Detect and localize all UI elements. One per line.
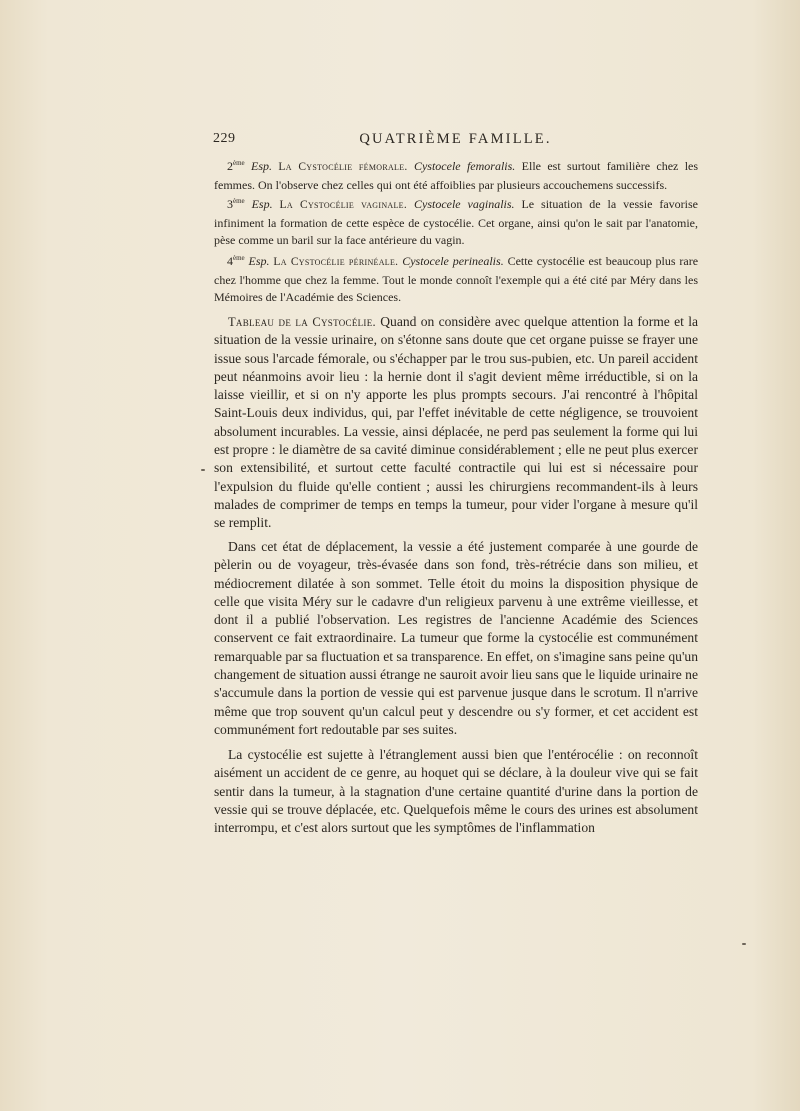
species-entry-perineale (214, 250, 698, 307)
page-header (213, 131, 698, 151)
species-number: 2 (227, 159, 233, 173)
running-title: QUATRIÈME FAMILLE. (359, 131, 552, 147)
species-name: La Cystocélie vaginale. (279, 199, 408, 211)
species-abbr: Esp. (248, 254, 270, 268)
species-entry-femorale (214, 155, 698, 194)
paragraph-text: La cystocélie est sujette à l'étranglement aussi bien que l'entérocélie : on reconnoît aisément un accident de ce genre, au hoquet qui se déclare, à la douleur vive qui se fait sentir dans la tumeur, à la stagnation d'une certaine quantité d'urine dans la portion de vessie qui se trouve déplacée, etc. Quelquefois même le cours des urines est absolument interrompu, et c'est alors surtout que les symptômes de l'inflammation (214, 747, 698, 836)
species-latin: Cystocele perinealis. (402, 254, 504, 268)
species-name: La Cystocélie fémorale. (278, 161, 408, 173)
species-abbr: Esp. (251, 197, 273, 211)
page-number: 229 (213, 131, 236, 146)
margin-mark (201, 469, 205, 471)
species-text: Cette cystocélie est beaucoup plus rare chez l'homme que chez la femme. Tout le monde connoît l'exemple qui a été cité par Méry dans les Mémoires de l'Académie des Sciences. (214, 254, 699, 304)
tableau-paragraph (214, 313, 698, 533)
species-ordinal: ème (233, 254, 245, 262)
species-number: 3 (227, 197, 233, 211)
tableau-heading: Tableau de la Cystocélie. (228, 315, 376, 329)
species-latin: Cystocele vaginalis. (413, 197, 515, 211)
species-text: Elle est surtout familière chez les femmes. On l'observe chez celles qui ont été affoiblies par plusieurs accouchemens successifs. (214, 159, 699, 192)
tableau-text: Quand on considère avec quelque attention la forme et la situation de la vessie urinaire, on s'étonne sans doute que cet organe puisse se frayer une issue sous l'arcade fémorale, ou s'échapper par le trou sus-pubien, etc. Un pareil accident peut néanmoins avoir lieu : la hernie dont il s'agit devient même irréductible, si on la laisse vieillir, et si on n'y apporte les plus prompts secours. J'ai rencontré à l'hôpital Saint-Louis deux individus, qui, par l'effet inévitable de cette négligence, se trouvoient absolument incurables. La vessie, ainsi déplacée, ne perd pas seulement la forme qui lui est propre : le diamètre de sa cavité diminue considérablement ; elle ne peut plus exercer son extensibilité, et surtout cette faculté contractile qui lui est si nécessaire pour l'expulsion du fluide qu'elle contient ; aussi les chirurgiens recommandent-ils à leurs malades de comprimer de temps en temps la tumeur, pour vider l'organe à mesure qu'il se remplit. (214, 314, 699, 531)
species-abbr: Esp. (251, 159, 273, 173)
species-entry-vaginale (214, 193, 698, 250)
species-name: La Cystocélie périnéale. (273, 256, 399, 268)
body-paragraph-1 (214, 538, 698, 739)
species-text: Le situation de la vessie favorise infiniment la formation de cette espèce de cystocélie. Cet organe, ainsi qu'on le sait par l'anatomie, pèse comme un baril sur la face antérieure du vagin. (214, 197, 699, 247)
species-ordinal: ème (233, 197, 245, 205)
paragraph-text: Dans cet état de déplacement, la vessie a été justement comparée à une gourde de pèlerin ou de voyageur, très-évasée dans son fond, très-rétrécie dans son milieu, et médiocrement dilatée à son sommet. Telle étoit du moins la disposition physique de celle que visita Méry sur le cadavre d'un religieux parvenu à une extrême vieillesse, et dont il a publié l'observation. Les registres de l'ancienne Académie des Sciences conservent ce fait extraordinaire. La tumeur que forme la cystocélie est communément remarquable par sa fluctuation et sa transparence. En effet, on s'imagine sans peine qu'un changement de situation aussi étrange ne sauroit avoir lieu sans que le liquide urinaire ne s'accumule dans la portion de vessie qui est parvenue jusque dans le scrotum. Il n'arrive même que trop souvent qu'un calcul peut y descendre ou s'y former, et cet accident est communément fort redoutable par ses suites. (214, 539, 698, 737)
species-number: 4 (227, 254, 233, 268)
body-paragraph-2 (214, 746, 698, 837)
species-ordinal: ème (233, 159, 245, 167)
species-latin: Cystocele femoralis. (413, 159, 516, 173)
margin-mark (742, 943, 746, 945)
